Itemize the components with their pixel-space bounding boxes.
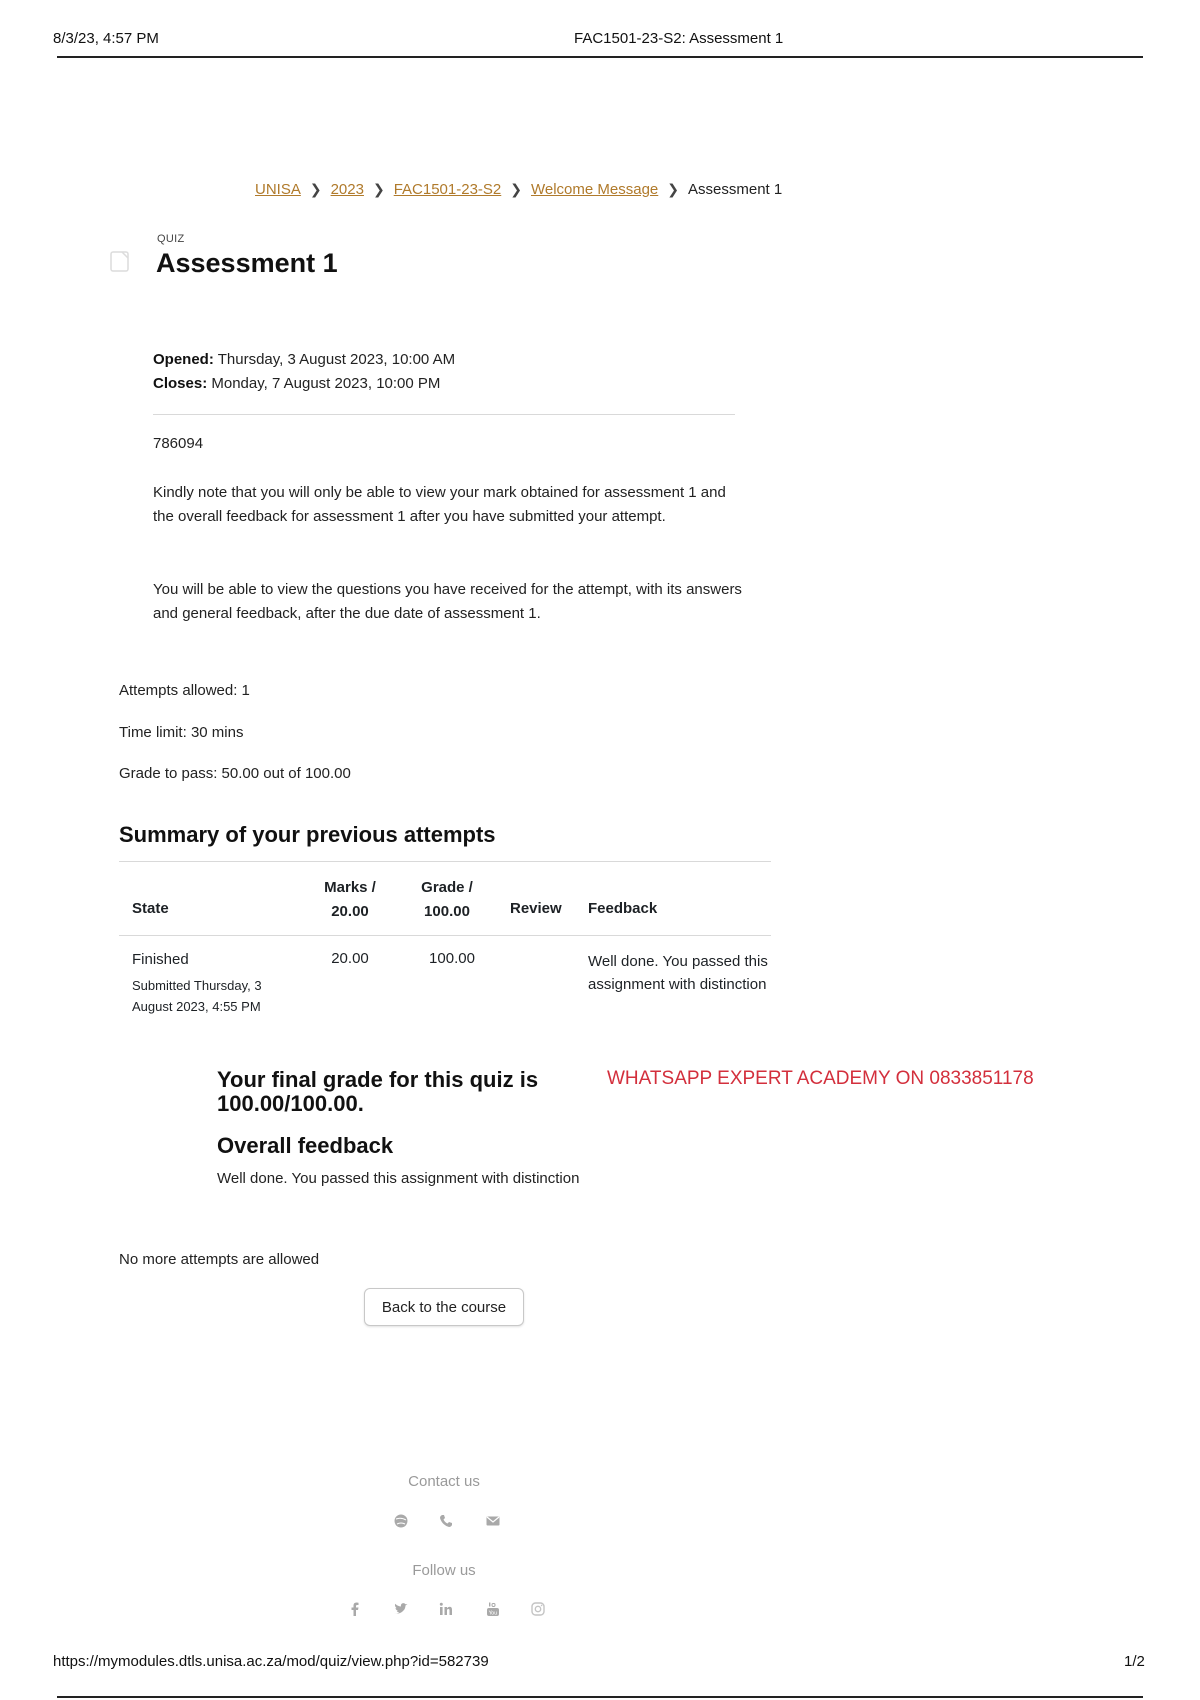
col-grade-line2: 100.00 [424, 903, 470, 920]
table-header-rule [119, 935, 771, 936]
col-marks-line1: Marks / [324, 879, 376, 896]
chevron-right-icon: ❯ [309, 181, 322, 197]
table-row-submitted: Submitted Thursday, 3 August 2023, 4:55 PM [132, 978, 262, 1014]
breadcrumb-current: Assessment 1 [688, 181, 783, 198]
chevron-right-icon: ❯ [510, 181, 522, 197]
quiz-note-1: Kindly note that you will only be able to view your mark obtained for assessment 1 and the overall feedback for assessment 1 after you have submitted your attempt. [153, 484, 726, 525]
footer-rule [57, 1696, 1143, 1698]
divider [153, 414, 735, 415]
overall-feedback-text: Well done. You passed this assignment with distinction [217, 1170, 580, 1187]
final-grade: Your final grade for this quiz is 100.00/100.00. [217, 1067, 539, 1116]
opened-value: Thursday, 3 August 2023, 10:00 AM [213, 351, 456, 368]
breadcrumb-item-welcome[interactable]: Welcome Message [531, 181, 659, 198]
linkedin-icon[interactable] [436, 1599, 456, 1619]
facebook-icon[interactable] [345, 1599, 365, 1619]
attempts-allowed: Attempts allowed: 1 [119, 682, 250, 699]
breadcrumb [255, 181, 782, 198]
col-state: State [132, 900, 169, 917]
grade-to-pass: Grade to pass: 50.00 out of 100.00 [119, 765, 351, 782]
opened-date [153, 348, 455, 372]
col-grade [407, 876, 487, 924]
page-title: Assessment 1 [156, 248, 338, 278]
watermark-text: WHATSAPP EXPERT ACADEMY ON 0833851178 [607, 1068, 1034, 1089]
quiz-icon [108, 248, 134, 274]
table-row-feedback: Well done. You passed this assignment with distinction [588, 953, 768, 993]
no-more-attempts: No more attempts are allowed [119, 1251, 320, 1268]
twitter-icon[interactable] [391, 1599, 411, 1619]
chevron-right-icon: ❯ [667, 181, 680, 197]
col-grade-line1: Grade / [421, 879, 473, 896]
chevron-right-icon: ❯ [372, 181, 385, 197]
follow-us-label: Follow us [412, 1562, 476, 1579]
print-url: https://mymodules.dtls.unisa.ac.za/mod/quiz/view.php?id=582739 [53, 1653, 489, 1670]
print-doc-title: FAC1501-23-S2: Assessment 1 [574, 30, 784, 47]
breadcrumb-item-course[interactable]: FAC1501-23-S2 [393, 181, 502, 198]
print-datetime: 8/3/23, 4:57 PM [53, 30, 159, 47]
closes-value: Monday, 7 August 2023, 10:00 PM [207, 375, 441, 392]
quiz-code: 786094 [153, 435, 204, 452]
overall-feedback-heading: Overall feedback [217, 1133, 394, 1158]
print-page-number: 1/2 [1124, 1653, 1145, 1670]
col-feedback: Feedback [588, 900, 658, 917]
closes-label: Closes: [153, 375, 208, 392]
col-marks-line2: 20.00 [331, 903, 369, 920]
quiz-note-2: You will be able to view the questions you have received for the attempt, with its answers and general feedback, after the due date of assessment 1. [153, 581, 742, 622]
envelope-icon[interactable] [483, 1511, 503, 1531]
opened-label: Opened: [153, 351, 214, 368]
summary-heading: Summary of your previous attempts [119, 822, 496, 847]
svg-text:You: You [488, 1610, 498, 1617]
table-row-marks: 20.00 [331, 950, 369, 967]
table-row-grade: 100.00 [429, 950, 475, 967]
instagram-icon[interactable] [528, 1599, 548, 1619]
table-top-rule [119, 861, 771, 862]
closes-date [153, 372, 440, 396]
table-row-state: Finished [132, 951, 189, 968]
youtube-icon[interactable] [483, 1599, 503, 1619]
breadcrumb-item-unisa[interactable]: UNISA [255, 181, 301, 198]
contact-us-label: Contact us [408, 1473, 480, 1490]
time-limit: Time limit: 30 mins [119, 724, 244, 741]
breadcrumb-item-2023[interactable]: 2023 [330, 181, 364, 198]
activity-type-label: QUIZ [157, 233, 185, 245]
header-rule [57, 56, 1143, 58]
globe-icon[interactable] [391, 1511, 411, 1531]
col-review: Review [510, 900, 562, 917]
col-marks [310, 876, 390, 924]
back-to-course-button[interactable]: Back to the course [364, 1288, 524, 1326]
phone-icon[interactable] [436, 1511, 456, 1531]
